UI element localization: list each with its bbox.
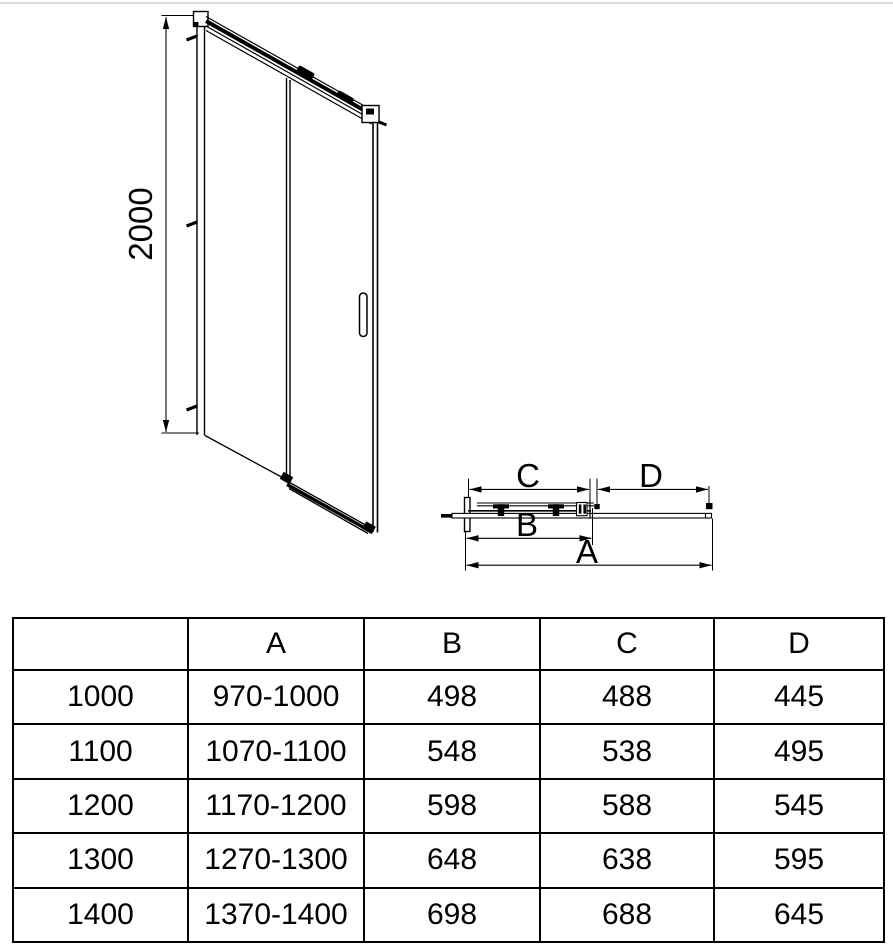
cell-size: 1000: [13, 670, 188, 724]
dim-d-label: D: [639, 457, 663, 494]
dimension-table: [12, 617, 885, 943]
top-rail: [206, 17, 379, 125]
wall-bracket-middle: [187, 222, 198, 226]
cell-size: 1300: [13, 833, 188, 887]
wall-bracket-bottom: [187, 406, 198, 410]
cell-size: 1100: [13, 724, 188, 778]
glass-bottom-edge: [205, 436, 287, 481]
cell-b: 698: [364, 888, 540, 942]
cell-d: 645: [714, 888, 884, 942]
dimension-c: [470, 457, 590, 494]
dim-b-label: B: [515, 506, 539, 543]
dim-c-label: C: [516, 457, 540, 494]
cell-c: 688: [540, 888, 714, 942]
cell-c: 638: [540, 833, 714, 887]
cell-c: 538: [540, 724, 714, 778]
cell-size: 1200: [13, 779, 188, 833]
center-stile: [280, 78, 294, 484]
cell-d: 445: [714, 670, 884, 724]
table-header-d: D: [714, 618, 884, 670]
cell-a: 970-1000: [188, 670, 364, 724]
cell-c: 588: [540, 779, 714, 833]
table-header-b: B: [364, 618, 540, 670]
table-row: [13, 670, 884, 724]
cell-size: 1400: [13, 888, 188, 942]
door-handle: [360, 293, 368, 337]
cell-b: 548: [364, 724, 540, 778]
cell-d: 545: [714, 779, 884, 833]
plan-view: [441, 457, 713, 571]
cell-b: 598: [364, 779, 540, 833]
table-header-size: [13, 618, 188, 670]
left-wall-profile: [187, 12, 209, 436]
table-row: [13, 833, 884, 887]
right-door-profile: [373, 122, 387, 533]
table-header-c: C: [540, 618, 714, 670]
cell-b: 648: [364, 833, 540, 887]
dim-a-label: A: [575, 533, 599, 570]
height-dimension-label: 2000: [122, 187, 159, 261]
dimension-d: [598, 457, 708, 494]
table-row: [13, 888, 884, 942]
front-view: [122, 12, 387, 535]
roller-carriage-right: [335, 90, 354, 105]
cell-c: 488: [540, 670, 714, 724]
table-row: [13, 724, 884, 778]
table-header-a: A: [188, 618, 364, 670]
cell-b: 498: [364, 670, 540, 724]
table-header-row: [13, 618, 884, 670]
right-bracket: [379, 122, 387, 125]
cell-a: 1270-1300: [188, 833, 364, 887]
plan-interlock-profile: [577, 503, 588, 516]
table-row: [13, 779, 884, 833]
plan-door-assembly: [441, 498, 713, 532]
cell-d: 495: [714, 724, 884, 778]
cell-a: 1070-1100: [188, 724, 364, 778]
cell-a: 1170-1200: [188, 779, 364, 833]
wall-bracket-top: [187, 36, 198, 40]
cell-a: 1370-1400: [188, 888, 364, 942]
cell-d: 595: [714, 833, 884, 887]
